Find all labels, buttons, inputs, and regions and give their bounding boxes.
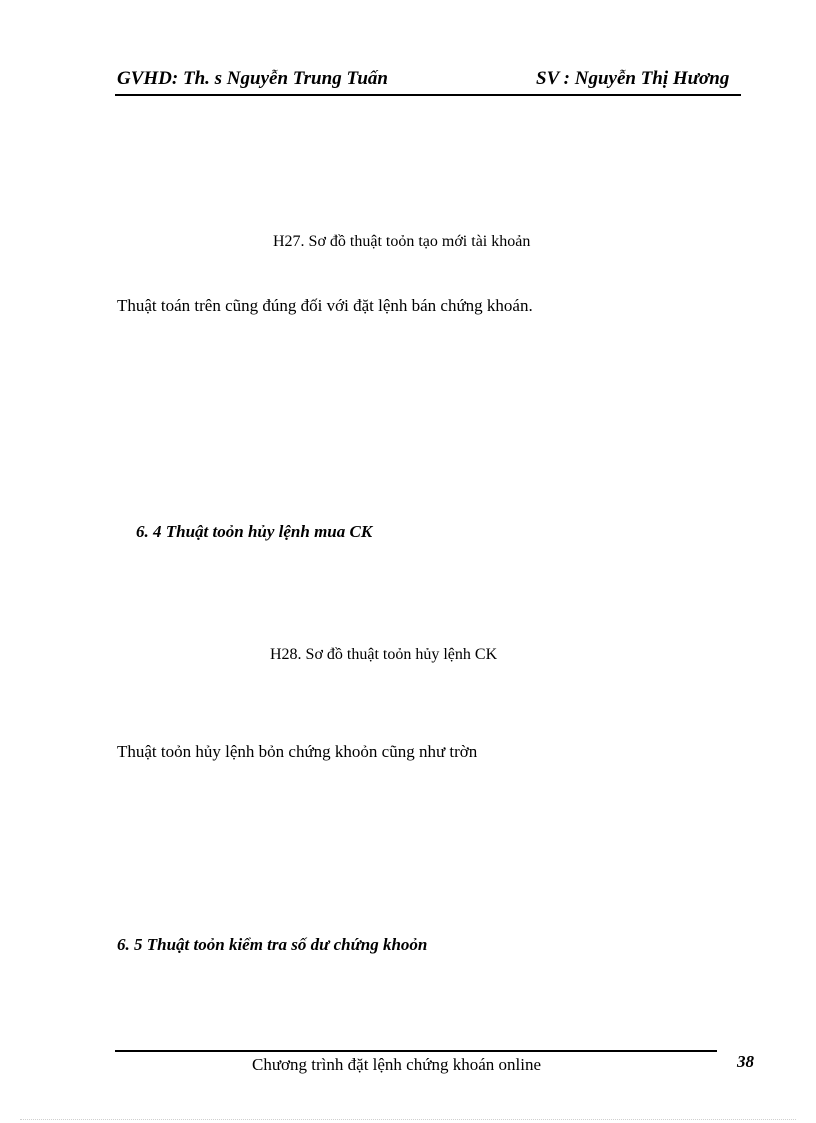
footer-title: Chương trình đặt lệnh chứng khoán online — [252, 1055, 541, 1074]
figure-caption-h28: H28. Sơ đồ thuật toỏn hủy lệnh CK — [270, 646, 498, 663]
section-heading-6-4: 6. 4 Thuật toỏn hủy lệnh mua CK — [136, 522, 373, 541]
page-bottom-border — [20, 1119, 796, 1120]
header-divider — [115, 94, 741, 96]
header-student: SV : Nguyễn Thị Hương — [536, 68, 730, 89]
section-heading-6-5: 6. 5 Thuật toỏn kiểm tra số dư chứng khoỏn — [117, 935, 428, 954]
header-advisor: GVHD: Th. s Nguyễn Trung Tuấn — [117, 68, 388, 89]
paragraph-sell-order-note: Thuật toán trên cũng đúng đối với đặt lệnh bán chứng khoán. — [117, 296, 533, 315]
footer-divider — [115, 1050, 717, 1052]
figure-caption-h27: H27. Sơ đồ thuật toỏn tạo mới tài khoản — [273, 233, 531, 250]
page-number: 38 — [737, 1052, 754, 1071]
paragraph-cancel-sell-note: Thuật toỏn hủy lệnh bỏn chứng khoỏn cũng như trờn — [117, 742, 478, 761]
